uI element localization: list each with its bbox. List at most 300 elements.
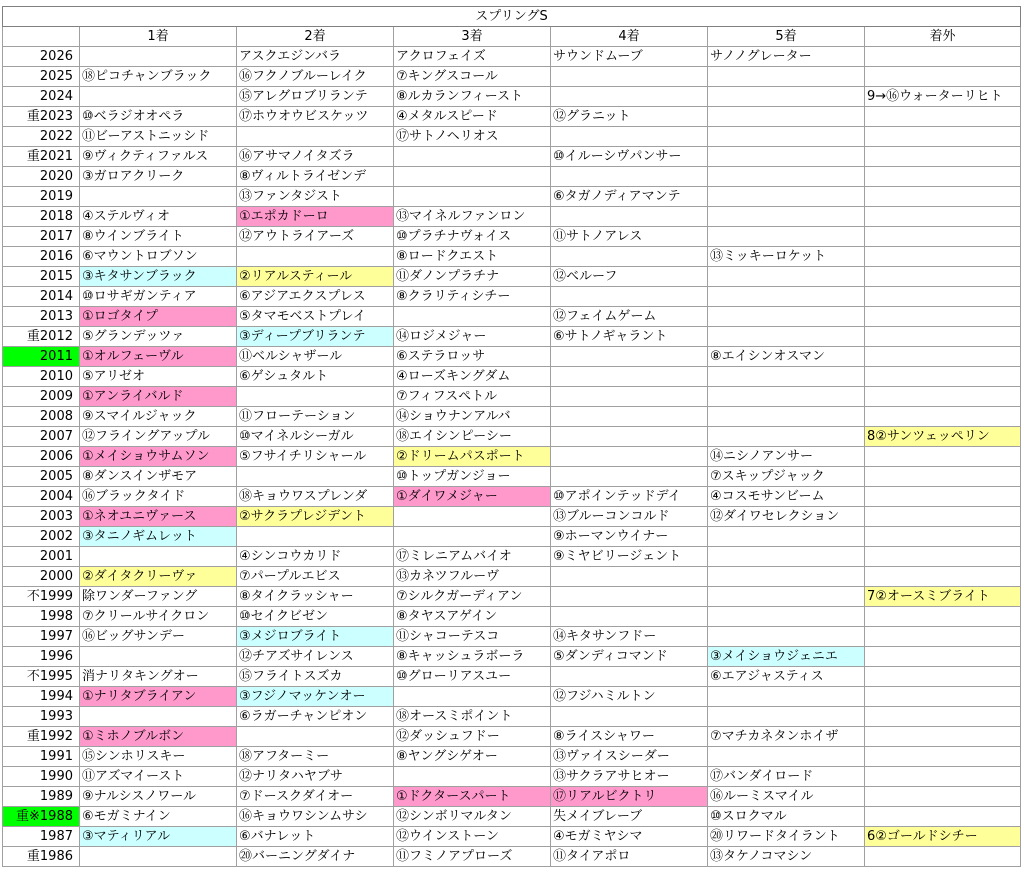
- table-row: [3, 547, 1021, 567]
- cell-1st[interactable]: ③マティリアル: [80, 827, 237, 847]
- year-cell[interactable]: 2009: [3, 387, 80, 407]
- cell-3rd[interactable]: [394, 507, 551, 527]
- cell-out[interactable]: [865, 47, 1021, 67]
- cell-1st[interactable]: ⑧ダンスインザモア: [80, 467, 237, 487]
- year-cell[interactable]: 重2023: [3, 107, 80, 127]
- cell-3rd[interactable]: ⑧キャッシュラボーラ: [394, 647, 551, 667]
- cell-3rd[interactable]: ⑪シャコーテスコ: [394, 627, 551, 647]
- cell-1st[interactable]: ⑨ナルシスノワール: [80, 787, 237, 807]
- cell-1st[interactable]: ⑯ブラックタイド: [80, 487, 237, 507]
- cell-4th[interactable]: [551, 367, 708, 387]
- table-row: [3, 747, 1021, 767]
- cell-4th[interactable]: [551, 447, 708, 467]
- cell-3rd[interactable]: ②ドリームパスポート: [394, 447, 551, 467]
- cell-1st[interactable]: ⑦クリールサイクロン: [80, 607, 237, 627]
- cell-out[interactable]: [865, 107, 1021, 127]
- cell-out[interactable]: [865, 467, 1021, 487]
- cell-5th[interactable]: ⑬ミッキーロケット: [708, 247, 865, 267]
- year-cell[interactable]: 1987: [3, 827, 80, 847]
- cell-3rd[interactable]: ⑫ダッシュフドー: [394, 727, 551, 747]
- sheet-title[interactable]: スプリングS: [3, 7, 1021, 27]
- cell-3rd[interactable]: ⑬カネツフルーヴ: [394, 567, 551, 587]
- year-cell[interactable]: 2016: [3, 247, 80, 267]
- cell-3rd[interactable]: ⑰サトノヘリオス: [394, 127, 551, 147]
- cell-5th[interactable]: [708, 387, 865, 407]
- year-cell[interactable]: 2026: [3, 47, 80, 67]
- cell-out[interactable]: [865, 367, 1021, 387]
- cell-out[interactable]: [865, 847, 1021, 867]
- year-cell[interactable]: 2025: [3, 67, 80, 87]
- cell-out[interactable]: 6②ゴールドシチー: [865, 827, 1021, 847]
- year-cell[interactable]: 不1999: [3, 587, 80, 607]
- cell-out[interactable]: [865, 267, 1021, 287]
- cell-3rd[interactable]: ⑫ウインストーン: [394, 827, 551, 847]
- cell-out[interactable]: [865, 307, 1021, 327]
- cell-3rd[interactable]: ⑱オースミポイント: [394, 707, 551, 727]
- cell-4th[interactable]: [551, 567, 708, 587]
- cell-2nd[interactable]: ⑩セイクビゼン: [237, 607, 394, 627]
- cell-5th[interactable]: [708, 527, 865, 547]
- cell-4th[interactable]: ⑫フェイムゲーム: [551, 307, 708, 327]
- header-1st[interactable]: 1着: [80, 27, 237, 47]
- year-cell[interactable]: 2000: [3, 567, 80, 587]
- cell-3rd[interactable]: ⑭ショウナンアルバ: [394, 407, 551, 427]
- cell-5th[interactable]: [708, 547, 865, 567]
- cell-1st[interactable]: ⑩ロサギガンティア: [80, 287, 237, 307]
- cell-1st[interactable]: ⑧ウインブライト: [80, 227, 237, 247]
- cell-3rd[interactable]: [394, 187, 551, 207]
- cell-2nd[interactable]: ⑧ヴィルトライゼンデ: [237, 167, 394, 187]
- cell-4th[interactable]: ⑫グラニット: [551, 107, 708, 127]
- cell-3rd[interactable]: ⑪フミノアプローズ: [394, 847, 551, 867]
- header-year[interactable]: [3, 27, 80, 47]
- cell-5th[interactable]: [708, 587, 865, 607]
- cell-1st[interactable]: [80, 547, 237, 567]
- cell-1st[interactable]: ⑤アリゼオ: [80, 367, 237, 387]
- cell-2nd[interactable]: ⑮フライトスズカ: [237, 667, 394, 687]
- year-cell[interactable]: 2014: [3, 287, 80, 307]
- year-cell[interactable]: 2002: [3, 527, 80, 547]
- cell-5th[interactable]: [708, 227, 865, 247]
- cell-out[interactable]: [865, 227, 1021, 247]
- cell-3rd[interactable]: ④メタルスピード: [394, 107, 551, 127]
- cell-1st[interactable]: ⑩ベラジオオペラ: [80, 107, 237, 127]
- cell-1st[interactable]: ⑤グランデッツァ: [80, 327, 237, 347]
- year-cell[interactable]: 2017: [3, 227, 80, 247]
- cell-3rd[interactable]: ⑦シルクガーディアン: [394, 587, 551, 607]
- cell-out[interactable]: [865, 507, 1021, 527]
- cell-5th[interactable]: [708, 707, 865, 727]
- cell-5th[interactable]: ⑰バンダイロード: [708, 767, 865, 787]
- cell-4th[interactable]: ⑨ミヤビリージェント: [551, 547, 708, 567]
- cell-1st[interactable]: [80, 847, 237, 867]
- cell-1st[interactable]: ③キタサンブラック: [80, 267, 237, 287]
- cell-3rd[interactable]: ⑩プラチナヴォイス: [394, 227, 551, 247]
- header-5th[interactable]: 5着: [708, 27, 865, 47]
- table-row: [3, 407, 1021, 427]
- cell-out[interactable]: 8②サンツェッペリン: [865, 427, 1021, 447]
- cell-5th[interactable]: ⑩スロクマル: [708, 807, 865, 827]
- year-cell[interactable]: 1994: [3, 687, 80, 707]
- cell-1st[interactable]: [80, 647, 237, 667]
- cell-4th[interactable]: ⑤ダンディコマンド: [551, 647, 708, 667]
- cell-out[interactable]: [865, 527, 1021, 547]
- cell-3rd[interactable]: ⑧ヤングシゲオー: [394, 747, 551, 767]
- cell-2nd[interactable]: ⑩マイネルシーガル: [237, 427, 394, 447]
- cell-3rd[interactable]: ④ローズキングダム: [394, 367, 551, 387]
- cell-5th[interactable]: [708, 407, 865, 427]
- cell-5th[interactable]: [708, 267, 865, 287]
- cell-2nd[interactable]: ③フジノマッケンオー: [237, 687, 394, 707]
- cell-out[interactable]: [865, 667, 1021, 687]
- cell-2nd[interactable]: ⑫ナリタハヤブサ: [237, 767, 394, 787]
- cell-3rd[interactable]: ⑫シンボリマルタン: [394, 807, 551, 827]
- cell-out[interactable]: [865, 407, 1021, 427]
- cell-1st[interactable]: ①ミホノブルボン: [80, 727, 237, 747]
- year-cell[interactable]: 2006: [3, 447, 80, 467]
- cell-5th[interactable]: ⑬タケノコマシン: [708, 847, 865, 867]
- cell-out[interactable]: [865, 567, 1021, 587]
- cell-out[interactable]: [865, 487, 1021, 507]
- cell-3rd[interactable]: ⑩トップガンジョー: [394, 467, 551, 487]
- cell-3rd[interactable]: [394, 767, 551, 787]
- cell-5th[interactable]: [708, 187, 865, 207]
- cell-5th[interactable]: サノノグレーター: [708, 47, 865, 67]
- cell-2nd[interactable]: ⑫チアズサイレンス: [237, 647, 394, 667]
- year-cell[interactable]: 2015: [3, 267, 80, 287]
- cell-2nd[interactable]: [237, 527, 394, 547]
- cell-out[interactable]: [865, 607, 1021, 627]
- cell-4th[interactable]: ⑥タガノディアマンテ: [551, 187, 708, 207]
- cell-2nd[interactable]: ⑫アウトライアーズ: [237, 227, 394, 247]
- cell-3rd[interactable]: ⑩グローリアスユー: [394, 667, 551, 687]
- cell-2nd[interactable]: ③ディープブリランテ: [237, 327, 394, 347]
- cell-1st[interactable]: ⑪アズマイースト: [80, 767, 237, 787]
- cell-5th[interactable]: [708, 67, 865, 87]
- cell-out[interactable]: [865, 327, 1021, 347]
- cell-1st[interactable]: [80, 47, 237, 67]
- cell-4th[interactable]: ⑩アポインテッドデイ: [551, 487, 708, 507]
- cell-2nd[interactable]: [237, 727, 394, 747]
- cell-5th[interactable]: [708, 367, 865, 387]
- cell-1st[interactable]: ⑱ピコチャンブラック: [80, 67, 237, 87]
- cell-1st[interactable]: ⑯ビッグサンデー: [80, 627, 237, 647]
- year-cell[interactable]: 2024: [3, 87, 80, 107]
- cell-out[interactable]: 7②オースミブライト: [865, 587, 1021, 607]
- cell-1st[interactable]: ②ダイタクリーヴァ: [80, 567, 237, 587]
- cell-4th[interactable]: ⑩イルーシヴパンサー: [551, 147, 708, 167]
- cell-1st[interactable]: ⑫フライングアップル: [80, 427, 237, 447]
- cell-3rd[interactable]: ⑧ロードクエスト: [394, 247, 551, 267]
- year-cell[interactable]: 2005: [3, 467, 80, 487]
- cell-out[interactable]: [865, 67, 1021, 87]
- header-4th[interactable]: 4着: [551, 27, 708, 47]
- cell-3rd[interactable]: [394, 167, 551, 187]
- year-cell[interactable]: 2022: [3, 127, 80, 147]
- cell-1st[interactable]: [80, 707, 237, 727]
- cell-4th[interactable]: ⑪タイアポロ: [551, 847, 708, 867]
- cell-out[interactable]: [865, 247, 1021, 267]
- cell-out[interactable]: [865, 627, 1021, 647]
- cell-2nd[interactable]: ⑱キョウワスプレンダ: [237, 487, 394, 507]
- cell-1st[interactable]: ③タニノギムレット: [80, 527, 237, 547]
- cell-4th[interactable]: [551, 707, 708, 727]
- cell-2nd[interactable]: ⑱アフターミー: [237, 747, 394, 767]
- cell-1st[interactable]: ⑮シンホリスキー: [80, 747, 237, 767]
- cell-3rd[interactable]: ⑭ロジメジャー: [394, 327, 551, 347]
- cell-3rd[interactable]: ①ドクタースパート: [394, 787, 551, 807]
- cell-4th[interactable]: [551, 667, 708, 687]
- cell-4th[interactable]: ⑬ブルーコンコルド: [551, 507, 708, 527]
- cell-out[interactable]: [865, 687, 1021, 707]
- cell-1st[interactable]: ⑥モガミナイン: [80, 807, 237, 827]
- cell-out[interactable]: [865, 147, 1021, 167]
- cell-4th[interactable]: [551, 587, 708, 607]
- cell-3rd[interactable]: ⑥ステラロッサ: [394, 347, 551, 367]
- cell-5th[interactable]: ⑧エイシンオスマン: [708, 347, 865, 367]
- cell-4th[interactable]: ⑭キタサンフドー: [551, 627, 708, 647]
- cell-1st[interactable]: ①ナリタブライアン: [80, 687, 237, 707]
- cell-2nd[interactable]: ⑯アサマノイタズラ: [237, 147, 394, 167]
- cell-4th[interactable]: [551, 87, 708, 107]
- cell-out[interactable]: [865, 727, 1021, 747]
- cell-out[interactable]: [865, 187, 1021, 207]
- year-cell[interactable]: 2001: [3, 547, 80, 567]
- year-cell[interactable]: 重2012: [3, 327, 80, 347]
- header-3rd[interactable]: 3着: [394, 27, 551, 47]
- cell-5th[interactable]: [708, 287, 865, 307]
- cell-4th[interactable]: ⑫フジハミルトン: [551, 687, 708, 707]
- cell-5th[interactable]: ④コスモサンビーム: [708, 487, 865, 507]
- cell-1st[interactable]: [80, 187, 237, 207]
- cell-3rd[interactable]: ⑧クラリティシチー: [394, 287, 551, 307]
- year-cell[interactable]: 2011: [3, 347, 80, 367]
- table-row: [3, 827, 1021, 847]
- cell-3rd[interactable]: ⑧タヤスアゲイン: [394, 607, 551, 627]
- year-cell[interactable]: 1993: [3, 707, 80, 727]
- cell-out[interactable]: [865, 387, 1021, 407]
- year-cell[interactable]: 1991: [3, 747, 80, 767]
- cell-5th[interactable]: [708, 207, 865, 227]
- cell-5th[interactable]: [708, 167, 865, 187]
- cell-5th[interactable]: ⑳リワードタイラント: [708, 827, 865, 847]
- cell-1st[interactable]: 除ワンダーファング: [80, 587, 237, 607]
- cell-1st[interactable]: [80, 87, 237, 107]
- cell-out[interactable]: [865, 647, 1021, 667]
- year-cell[interactable]: 1996: [3, 647, 80, 667]
- cell-1st[interactable]: ⑥マウントロブソン: [80, 247, 237, 267]
- cell-3rd[interactable]: ⑦フィフスペトル: [394, 387, 551, 407]
- cell-1st[interactable]: ①ネオユニヴァース: [80, 507, 237, 527]
- cell-4th[interactable]: [551, 247, 708, 267]
- cell-out[interactable]: [865, 707, 1021, 727]
- cell-3rd[interactable]: ⑪ダノンプラチナ: [394, 267, 551, 287]
- cell-5th[interactable]: ③メイショウジェニエ: [708, 647, 865, 667]
- cell-5th[interactable]: [708, 747, 865, 767]
- year-cell[interactable]: 1998: [3, 607, 80, 627]
- cell-2nd[interactable]: ⑯フクノブルーレイク: [237, 67, 394, 87]
- year-cell[interactable]: 2019: [3, 187, 80, 207]
- year-cell[interactable]: 2018: [3, 207, 80, 227]
- cell-4th[interactable]: ⑪サトノアレス: [551, 227, 708, 247]
- cell-5th[interactable]: [708, 687, 865, 707]
- year-cell[interactable]: 2004: [3, 487, 80, 507]
- cell-4th[interactable]: 失メイブレーブ: [551, 807, 708, 827]
- cell-4th[interactable]: [551, 607, 708, 627]
- cell-3rd[interactable]: アクロフェイズ: [394, 47, 551, 67]
- cell-5th[interactable]: [708, 107, 865, 127]
- cell-2nd[interactable]: [237, 127, 394, 147]
- cell-2nd[interactable]: ⑯キョウワシンムサシ: [237, 807, 394, 827]
- cell-3rd[interactable]: ①ダイワメジャー: [394, 487, 551, 507]
- header-out[interactable]: 着外: [865, 27, 1021, 47]
- cell-2nd[interactable]: ⑮アレグロブリランテ: [237, 87, 394, 107]
- year-cell[interactable]: 重2021: [3, 147, 80, 167]
- cell-3rd[interactable]: ⑬マイネルファンロン: [394, 207, 551, 227]
- cell-out[interactable]: [865, 207, 1021, 227]
- header-2nd[interactable]: 2着: [237, 27, 394, 47]
- cell-out[interactable]: [865, 447, 1021, 467]
- cell-1st[interactable]: ①アンライバルド: [80, 387, 237, 407]
- cell-1st[interactable]: ③ガロアクリーク: [80, 167, 237, 187]
- cell-4th[interactable]: ⑰リアルビクトリ: [551, 787, 708, 807]
- year-cell[interactable]: 2008: [3, 407, 80, 427]
- cell-2nd[interactable]: ⑪フローテーション: [237, 407, 394, 427]
- cell-2nd[interactable]: ⑥バナレット: [237, 827, 394, 847]
- cell-2nd[interactable]: ⑦ドースクダイオー: [237, 787, 394, 807]
- year-cell[interactable]: 不1995: [3, 667, 80, 687]
- cell-5th[interactable]: [708, 607, 865, 627]
- cell-5th[interactable]: ⑫ダイワセレクション: [708, 507, 865, 527]
- cell-2nd[interactable]: ⑥ラガーチャンピオン: [237, 707, 394, 727]
- cell-4th[interactable]: [551, 67, 708, 87]
- year-cell[interactable]: 2020: [3, 167, 80, 187]
- cell-2nd[interactable]: ⑤タマモベストプレイ: [237, 307, 394, 327]
- cell-1st[interactable]: 消ナリタキングオー: [80, 667, 237, 687]
- cell-5th[interactable]: ⑥エアジャスティス: [708, 667, 865, 687]
- cell-2nd[interactable]: [237, 387, 394, 407]
- cell-4th[interactable]: ⑫ベルーフ: [551, 267, 708, 287]
- year-cell[interactable]: 重1986: [3, 847, 80, 867]
- cell-4th[interactable]: ⑬ヴァイスシーダー: [551, 747, 708, 767]
- cell-1st[interactable]: ①ロゴタイプ: [80, 307, 237, 327]
- cell-4th[interactable]: [551, 467, 708, 487]
- cell-2nd[interactable]: ⑥ゲシュタルト: [237, 367, 394, 387]
- cell-4th[interactable]: [551, 387, 708, 407]
- year-cell[interactable]: 1990: [3, 767, 80, 787]
- cell-out[interactable]: [865, 167, 1021, 187]
- cell-5th[interactable]: [708, 147, 865, 167]
- cell-4th[interactable]: [551, 407, 708, 427]
- cell-2nd[interactable]: ⑦パープルエビス: [237, 567, 394, 587]
- cell-2nd[interactable]: ⑬ファンタジスト: [237, 187, 394, 207]
- cell-out[interactable]: [865, 287, 1021, 307]
- cell-out[interactable]: 9→⑯ウォーターリヒト: [865, 87, 1021, 107]
- cell-1st[interactable]: ①オルフェーヴル: [80, 347, 237, 367]
- cell-2nd[interactable]: [237, 467, 394, 487]
- year-cell[interactable]: 1997: [3, 627, 80, 647]
- cell-5th[interactable]: [708, 427, 865, 447]
- cell-out[interactable]: [865, 787, 1021, 807]
- cell-3rd[interactable]: ⑧ルカランフィースト: [394, 87, 551, 107]
- cell-out[interactable]: [865, 767, 1021, 787]
- cell-2nd[interactable]: ⑳バーニングダイナ: [237, 847, 394, 867]
- cell-5th[interactable]: [708, 567, 865, 587]
- cell-4th[interactable]: [551, 207, 708, 227]
- cell-4th[interactable]: ④モガミヤシマ: [551, 827, 708, 847]
- cell-out[interactable]: [865, 807, 1021, 827]
- cell-3rd[interactable]: [394, 527, 551, 547]
- year-cell[interactable]: 2003: [3, 507, 80, 527]
- cell-4th[interactable]: ⑨ホーマンウイナー: [551, 527, 708, 547]
- cell-2nd[interactable]: ⑰ホウオウビスケッツ: [237, 107, 394, 127]
- cell-5th[interactable]: [708, 127, 865, 147]
- cell-4th[interactable]: ⑬サクラアサヒオー: [551, 767, 708, 787]
- cell-2nd[interactable]: ②リアルスティール: [237, 267, 394, 287]
- cell-1st[interactable]: ①メイショウサムソン: [80, 447, 237, 467]
- year-cell[interactable]: 2013: [3, 307, 80, 327]
- cell-4th[interactable]: [551, 127, 708, 147]
- cell-3rd[interactable]: ⑱エイシンピーシー: [394, 427, 551, 447]
- cell-out[interactable]: [865, 347, 1021, 367]
- cell-4th[interactable]: [551, 287, 708, 307]
- cell-2nd[interactable]: ①エポカドーロ: [237, 207, 394, 227]
- year-cell[interactable]: 重1992: [3, 727, 80, 747]
- cell-3rd[interactable]: [394, 687, 551, 707]
- year-cell[interactable]: 2007: [3, 427, 80, 447]
- cell-3rd[interactable]: ⑦キングスコール: [394, 67, 551, 87]
- table-row: [3, 627, 1021, 647]
- cell-4th[interactable]: サウンドムーブ: [551, 47, 708, 67]
- year-cell[interactable]: 重※1988: [3, 807, 80, 827]
- cell-5th[interactable]: ⑦マチカネタンホイザ: [708, 727, 865, 747]
- cell-4th[interactable]: ⑧ライスシャワー: [551, 727, 708, 747]
- cell-2nd[interactable]: ④シンコウカリド: [237, 547, 394, 567]
- cell-3rd[interactable]: [394, 147, 551, 167]
- year-cell[interactable]: 1989: [3, 787, 80, 807]
- cell-2nd[interactable]: ⑧タイクラッシャー: [237, 587, 394, 607]
- cell-2nd[interactable]: [237, 247, 394, 267]
- cell-2nd[interactable]: ②サクラプレジデント: [237, 507, 394, 527]
- cell-1st[interactable]: ⑨ヴィクティファルス: [80, 147, 237, 167]
- cell-2nd[interactable]: アスクエジンバラ: [237, 47, 394, 67]
- cell-2nd[interactable]: ③メジロブライト: [237, 627, 394, 647]
- cell-4th[interactable]: [551, 167, 708, 187]
- cell-4th[interactable]: [551, 347, 708, 367]
- cell-3rd[interactable]: ⑰ミレニアムバイオ: [394, 547, 551, 567]
- cell-5th[interactable]: ⑭ニシノアンサー: [708, 447, 865, 467]
- cell-2nd[interactable]: ⑥アジアエクスプレス: [237, 287, 394, 307]
- cell-4th[interactable]: ⑥サトノギャラント: [551, 327, 708, 347]
- cell-5th[interactable]: ⑦スキップジャック: [708, 467, 865, 487]
- cell-out[interactable]: [865, 547, 1021, 567]
- cell-5th[interactable]: [708, 307, 865, 327]
- cell-5th[interactable]: [708, 87, 865, 107]
- year-cell[interactable]: 2010: [3, 367, 80, 387]
- cell-2nd[interactable]: ⑪ベルシャザール: [237, 347, 394, 367]
- cell-4th[interactable]: [551, 427, 708, 447]
- cell-1st[interactable]: ⑪ビーアストニッシド: [80, 127, 237, 147]
- cell-5th[interactable]: [708, 327, 865, 347]
- cell-3rd[interactable]: [394, 307, 551, 327]
- cell-2nd[interactable]: ⑤フサイチリシャール: [237, 447, 394, 467]
- cell-1st[interactable]: ⑨スマイルジャック: [80, 407, 237, 427]
- cell-5th[interactable]: ⑯ルーミスマイル: [708, 787, 865, 807]
- cell-out[interactable]: [865, 747, 1021, 767]
- cell-out[interactable]: [865, 127, 1021, 147]
- cell-1st[interactable]: ④ステルヴィオ: [80, 207, 237, 227]
- cell-5th[interactable]: [708, 627, 865, 647]
